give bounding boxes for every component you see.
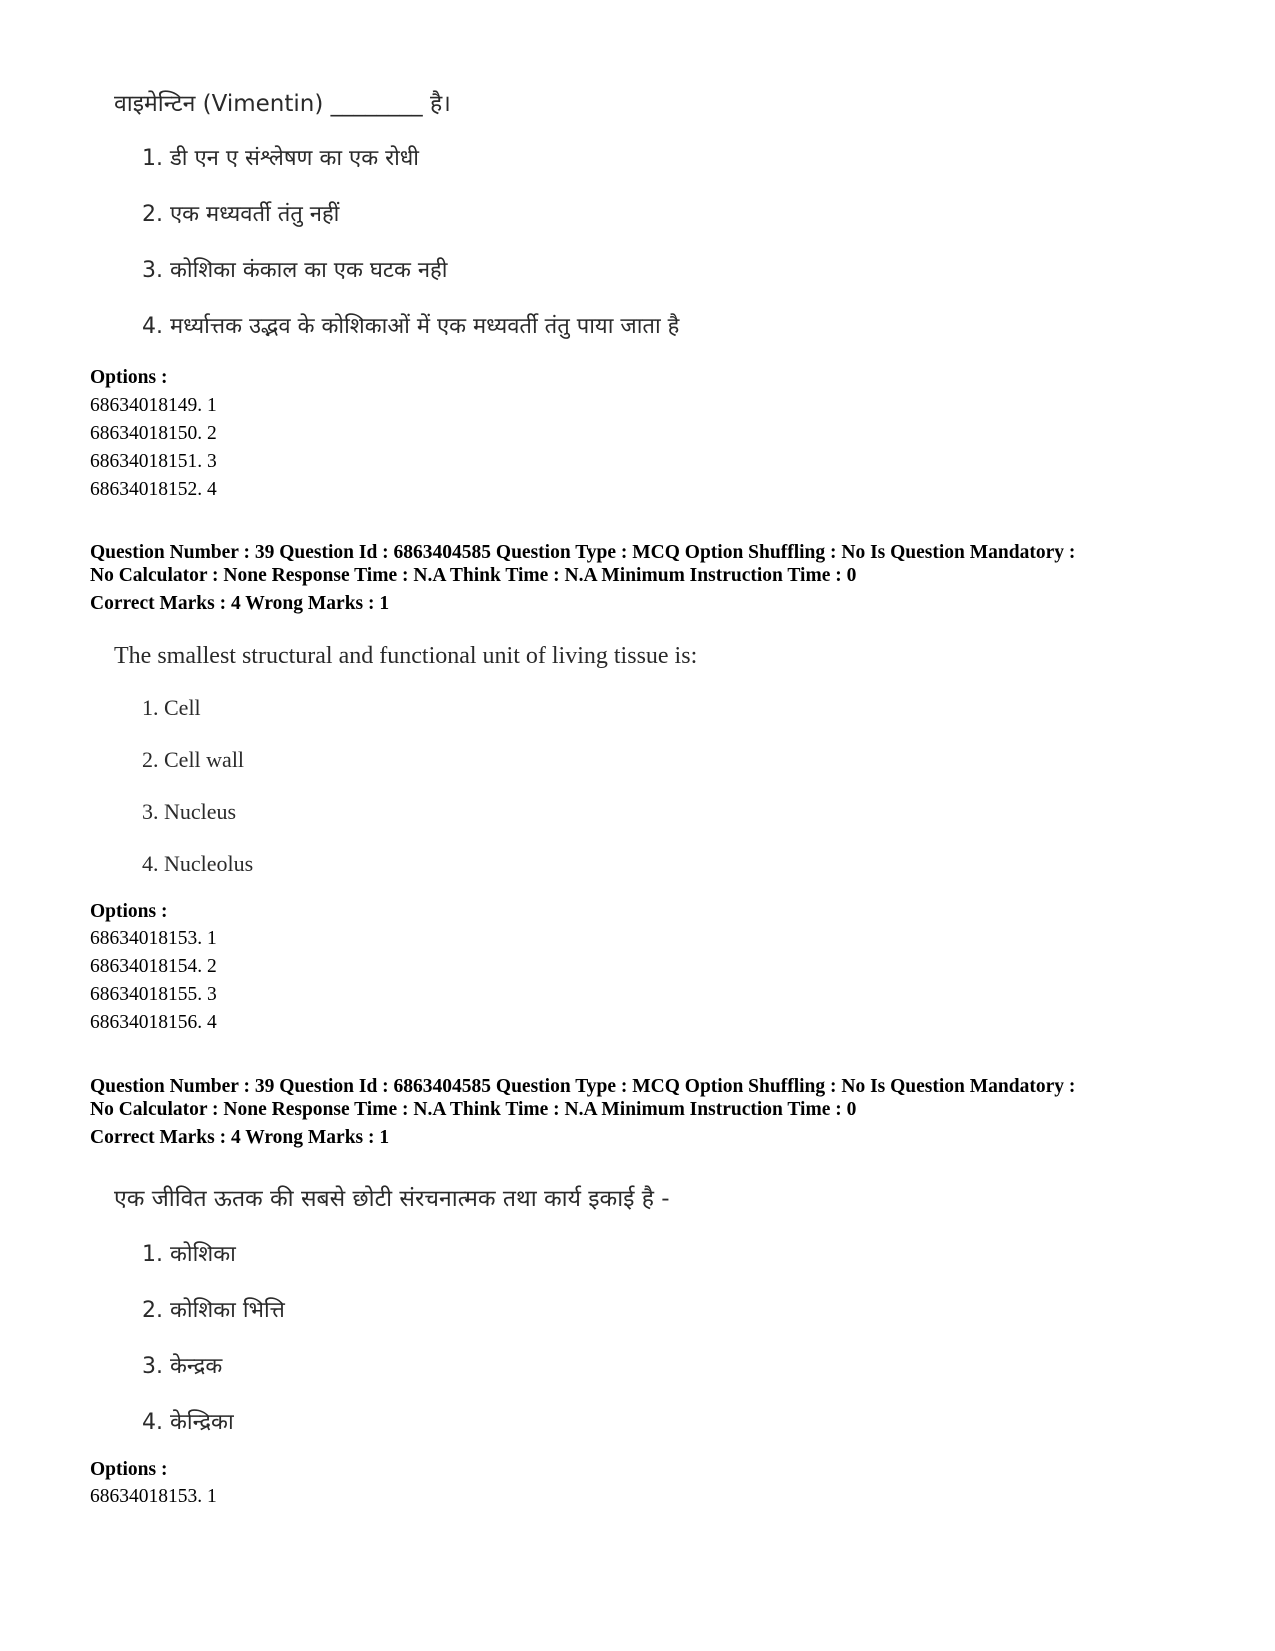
option-id-2: 68634018150. 2 bbox=[90, 423, 217, 444]
choice-4: 4. मर्ध्यात्तक उद्भव के कोशिकाओं में एक मध्यवर्ती तंतु पाया जाता है bbox=[142, 314, 680, 339]
option-id-1: 68634018153. 1 bbox=[90, 1486, 217, 1507]
question-meta-line-1: Question Number : 39 Question Id : 6863404585 Question Type : MCQ Option Shuffling : No Is Question Mandatory : bbox=[90, 1076, 1076, 1097]
question-text-english: The smallest structural and functional unit of living tissue is: bbox=[114, 643, 698, 669]
choice-4: 4. केन्द्रिका bbox=[142, 1410, 234, 1435]
choice-3: 3. कोशिका कंकाल का एक घटक नही bbox=[142, 258, 448, 283]
choice-3: 3. केन्द्रक bbox=[142, 1354, 223, 1379]
option-id-1: 68634018149. 1 bbox=[90, 395, 217, 416]
choice-2: 2. Cell wall bbox=[142, 747, 245, 772]
choice-1: 1. कोशिका bbox=[142, 1242, 236, 1267]
question-meta-line-2: No Calculator : None Response Time : N.A Think Time : N.A Minimum Instruction Time : 0 bbox=[90, 1099, 857, 1120]
choice-1: 1. Cell bbox=[142, 695, 201, 720]
question-text-hindi: एक जीवित ऊतक की सबसे छोटी संरचनात्मक तथा कार्य इकाई है - bbox=[114, 1186, 670, 1212]
option-id-3: 68634018155. 3 bbox=[90, 984, 217, 1005]
options-label: Options : bbox=[90, 901, 168, 922]
option-id-1: 68634018153. 1 bbox=[90, 928, 217, 949]
choice-2: 2. एक मध्यवर्ती तंतु नहीं bbox=[142, 202, 340, 227]
question-meta-line-2: No Calculator : None Response Time : N.A Think Time : N.A Minimum Instruction Time : 0 bbox=[90, 565, 857, 586]
question-marks: Correct Marks : 4 Wrong Marks : 1 bbox=[90, 1127, 390, 1148]
question-text-hindi-vimentin: वाइमेन्टिन (Vimentin) ________ है। bbox=[114, 91, 451, 117]
option-id-2: 68634018154. 2 bbox=[90, 956, 217, 977]
choice-1: 1. डी एन ए संश्लेषण का एक रोधी bbox=[142, 146, 420, 171]
options-label: Options : bbox=[90, 367, 168, 388]
question-meta-line-1: Question Number : 39 Question Id : 6863404585 Question Type : MCQ Option Shuffling : No Is Question Mandatory : bbox=[90, 542, 1076, 563]
option-id-3: 68634018151. 3 bbox=[90, 451, 217, 472]
options-label: Options : bbox=[90, 1459, 168, 1480]
option-id-4: 68634018152. 4 bbox=[90, 479, 217, 500]
question-marks: Correct Marks : 4 Wrong Marks : 1 bbox=[90, 593, 390, 614]
choice-4: 4. Nucleolus bbox=[142, 851, 254, 876]
option-id-4: 68634018156. 4 bbox=[90, 1012, 217, 1033]
choice-3: 3. Nucleus bbox=[142, 799, 237, 824]
choice-2: 2. कोशिका भित्ति bbox=[142, 1298, 285, 1323]
